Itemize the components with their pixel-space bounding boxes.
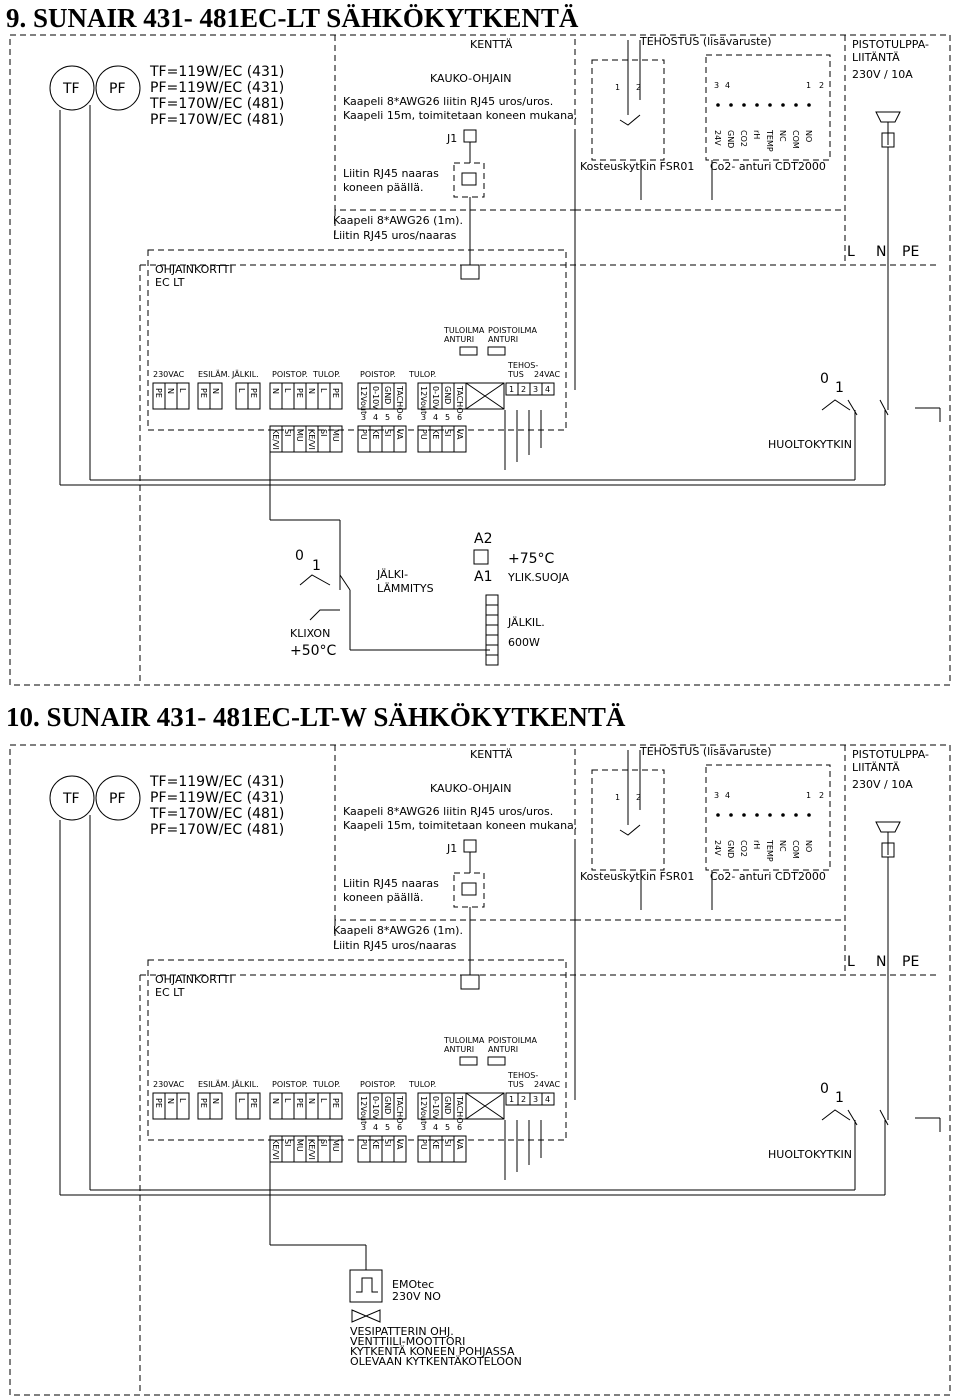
terminal-num: 3 [714, 791, 720, 800]
terminal-dot [794, 103, 798, 107]
wire-color-label: SI [283, 1139, 292, 1147]
liitin-note: Liitin RJ45 naaras [343, 167, 439, 180]
terminal-dot [807, 103, 811, 107]
terminal-num: 3 [361, 413, 367, 422]
terminal-block [282, 383, 294, 409]
wire-color-label: KE [371, 429, 380, 440]
wiring-diagram-9 [0, 30, 960, 690]
terminal-block [165, 1093, 177, 1119]
terminal-num: 1 [806, 81, 812, 90]
group-label: JÄLKIL. [232, 1080, 259, 1089]
sensor-label: TULOILMA [444, 326, 485, 335]
pe-terminal: PE [902, 244, 920, 260]
terminal-num: 4 [373, 413, 379, 422]
signal-label: 12Vout [359, 386, 368, 415]
wire-color-label: VA [455, 1139, 464, 1150]
fan-spec: PF=119W/EC (431) [150, 790, 285, 806]
terminal-num: 4 [433, 413, 439, 422]
terminal-label: PE [295, 388, 304, 398]
l-terminal: L [847, 244, 855, 260]
fan-spec: TF=119W/EC (431) [150, 64, 285, 80]
tf-label: TF [63, 81, 80, 97]
terminal-block [177, 383, 189, 409]
terminal-label: L [283, 388, 292, 393]
signal-label: TACHO [395, 386, 404, 414]
wire-color-label: PU [359, 1139, 368, 1150]
valve-icon [352, 1310, 380, 1322]
terminal-num: 5 [385, 413, 391, 422]
terminal-dot [794, 813, 798, 817]
co2-pin-label: rH [752, 130, 761, 140]
group-label: TULOP. [409, 1080, 437, 1089]
group-label: 230VAC [153, 1080, 185, 1089]
wire-color-label: SI [383, 1139, 392, 1147]
terminal-num: 4 [725, 791, 731, 800]
terminal-dot [781, 103, 785, 107]
rj45-socket [454, 163, 484, 197]
service-switch [880, 1110, 888, 1125]
emotec-label: EMOtec [392, 1278, 435, 1291]
sensor-label: ANTURI [488, 1045, 519, 1054]
cable-note: Liitin RJ45 uros/naaras [333, 229, 457, 242]
terminal-num: 3 [533, 1095, 539, 1104]
wire-color-label: MU [331, 429, 340, 442]
ohjainkortti-label: OHJAINKORTTI [155, 263, 233, 276]
cable-note: Liitin RJ45 uros/naaras [333, 939, 457, 952]
heater-power: 600W [508, 636, 540, 649]
section-title-10: 10. SUNAIR 431- 481EC-LT-W SÄHKÖKYTKENTÄ [6, 702, 626, 732]
pistotulppa-label: PISTOTULPPA- [852, 38, 929, 51]
terminal-block [306, 1093, 318, 1119]
terminal-num: 2 [636, 793, 642, 802]
wire-color-label: MU [295, 429, 304, 442]
rj45-socket-inner [462, 883, 476, 895]
terminal-num: 5 [445, 1123, 451, 1132]
signal-label: TACHO [455, 1096, 464, 1124]
fsr-label: Kosteuskytkin FSR01 [580, 870, 695, 883]
group-label: ESILÄM. [198, 370, 231, 379]
signal-label: TACHO [395, 1096, 404, 1124]
co2-pin-label: GND [726, 130, 735, 149]
switch-pos-1: 1 [835, 1090, 844, 1106]
terminal-block [270, 1093, 282, 1119]
poistoilma-connector [488, 347, 505, 355]
terminal-label: L [319, 388, 328, 393]
co2-pin-label: CO2 [739, 130, 748, 147]
signal-label: 0-10V [431, 1096, 440, 1120]
terminal-num: 3 [421, 413, 427, 422]
fsr-switch [620, 115, 640, 125]
ylikuumenemissuoja-label: YLIK.SUOJA [508, 571, 570, 584]
group-label: TULOP. [313, 370, 341, 379]
heater-switch [300, 575, 330, 585]
terminal-num: 2 [521, 385, 527, 394]
wire-color-label: KE/VI [307, 1139, 316, 1160]
wire-color-label: SI [283, 429, 292, 437]
sensor-label: ANTURI [444, 335, 475, 344]
terminal-label: PE [154, 1098, 163, 1108]
wiring-diagram-10 [0, 740, 960, 1400]
voltage-label: 230V / 10A [852, 778, 913, 791]
tehostus-label: TEHOSTUS (lisävaruste) [640, 745, 772, 758]
terminal-num: 2 [819, 791, 825, 800]
terminal-block [236, 383, 248, 409]
terminal-num: 3 [421, 1123, 427, 1132]
co2-pin-label: NC [778, 840, 787, 852]
cable-note: Kaapeli 15m, toimitetaan koneen mukana. [343, 819, 578, 832]
signal-label: GND [443, 1096, 452, 1115]
signal-label: GND [383, 386, 392, 405]
section-title-9: 9. SUNAIR 431- 481EC-LT SÄHKÖKYTKENTÄ [6, 3, 579, 33]
terminal-label: PE [199, 1098, 208, 1108]
wire-color-label: SI [319, 1139, 328, 1147]
jalkilammitin-label: JÄLKIL. [508, 616, 545, 629]
wire-color-label: KE/VI [307, 429, 316, 450]
j1-label: J1 [447, 132, 458, 145]
fan-spec: PF=170W/EC (481) [150, 112, 285, 128]
liitin-note: koneen päällä. [343, 181, 424, 194]
terminal-label: N [166, 388, 175, 394]
sensor-label: ANTURI [488, 335, 519, 344]
group-label: POISTOP. [360, 370, 396, 379]
ohjainkortti-label: EC LT [155, 986, 185, 999]
co2-pin-label: COM [791, 130, 800, 149]
terminal-num: 4 [373, 1123, 379, 1132]
terminal-num: 4 [433, 1123, 439, 1132]
rj45-socket-inner [462, 173, 476, 185]
terminal-dot [755, 103, 759, 107]
sensor-label: POISTOILMA [488, 1036, 537, 1045]
klixon-label: KLIXON [290, 627, 331, 640]
terminal-label: N [211, 388, 220, 394]
terminal-label: L [237, 388, 246, 393]
co2-pin-label: NC [778, 130, 787, 142]
co2-pin-label: rH [752, 840, 761, 850]
fan-spec: TF=119W/EC (431) [150, 774, 285, 790]
service-switch [848, 1110, 857, 1125]
terminal-num: 5 [385, 1123, 391, 1132]
tehostus-terminal-label: 24VAC [534, 1080, 561, 1089]
terminal-dot [781, 813, 785, 817]
signal-label: 12Vout [419, 1096, 428, 1125]
terminal-block [318, 383, 330, 409]
terminal-num: 1 [509, 385, 515, 394]
kauko-ohjain-label: KAUKO-OHJAIN [430, 72, 512, 85]
valve-actuator [350, 1270, 382, 1302]
co2-pin-label: NO [804, 840, 813, 853]
wire-color-label: PU [359, 429, 368, 440]
valve-note: KYTKENTÄ KONEEN POHJASSA [350, 1345, 515, 1358]
terminal-label: PE [199, 388, 208, 398]
kauko-ohjain-label: KAUKO-OHJAIN [430, 782, 512, 795]
service-switch [822, 400, 850, 410]
switch-pos-1: 1 [835, 380, 844, 396]
terminal-num: 3 [361, 1123, 367, 1132]
terminal-num: 2 [819, 81, 825, 90]
wire-color-label: KE [371, 1139, 380, 1150]
terminal-label: L [283, 1098, 292, 1103]
plug-icon [876, 112, 900, 122]
j1-connector [464, 130, 476, 142]
tehostus-label: TEHOSTUS (lisävaruste) [640, 35, 772, 48]
terminal-num: 6 [457, 1123, 463, 1132]
pe-terminal: PE [902, 954, 920, 970]
sensor-label: ANTURI [444, 1045, 475, 1054]
terminal-label: PE [249, 1098, 258, 1108]
terminal-num: 6 [397, 413, 403, 422]
co2-label: Co2- anturi CDT2000 [710, 160, 826, 173]
thermostat-box [474, 550, 488, 564]
wire-color-label: KE [431, 429, 440, 440]
switch-pos-0: 0 [820, 371, 829, 387]
switch-pos-0: 0 [295, 548, 304, 564]
pf-label: PF [109, 81, 126, 97]
tf-label: TF [63, 791, 80, 807]
wire-color-label: SI [319, 429, 328, 437]
wire-color-label: PU [419, 1139, 428, 1150]
signal-label: GND [383, 1096, 392, 1115]
tuloilma-connector [460, 347, 477, 355]
wire-color-label: MU [295, 1139, 304, 1152]
signal-label: 0-10V [371, 386, 380, 410]
signal-label: 12Vout [359, 1096, 368, 1125]
terminal-num: 1 [509, 1095, 515, 1104]
pistotulppa-label: LIITÄNTÄ [852, 761, 900, 774]
terminal-num: 4 [725, 81, 731, 90]
n-terminal: N [876, 954, 887, 970]
terminal-num: 4 [545, 1095, 551, 1104]
huoltokytkin-label: HUOLTOKYTKIN [768, 1148, 852, 1161]
cable-note: Kaapeli 8*AWG26 (1m). [333, 924, 463, 937]
terminal-block [210, 1093, 222, 1119]
wire-color-label: KE/VI [271, 1139, 280, 1160]
terminal-block [318, 1093, 330, 1119]
terminal-dot [755, 813, 759, 817]
switch-pos-0: 0 [820, 1081, 829, 1097]
terminal-label: L [178, 388, 187, 393]
fan-spec: PF=119W/EC (431) [150, 80, 285, 96]
wire-color-label: SI [443, 1139, 452, 1147]
cable-note: Kaapeli 8*AWG26 liitin RJ45 uros/uros. [343, 805, 554, 818]
terminal-label: N [271, 1098, 280, 1104]
group-label: POISTOP. [272, 370, 308, 379]
valve-note: OLEVAAN KYTKENTÄKOTELOON [350, 1355, 522, 1368]
terminal-dot [729, 813, 733, 817]
rj45-plug [461, 975, 479, 989]
group-label: JÄLKIL. [232, 370, 259, 379]
kentta-label: KENTTÄ [470, 748, 513, 761]
plug-icon [876, 822, 900, 832]
liitin-note: koneen päällä. [343, 891, 424, 904]
co2-label: Co2- anturi CDT2000 [710, 870, 826, 883]
terminal-num: 3 [533, 385, 539, 394]
terminal-num: 6 [397, 1123, 403, 1132]
voltage-label: 230V / 10A [852, 68, 913, 81]
wire-color-label: VA [395, 429, 404, 440]
l-terminal: L [847, 954, 855, 970]
klixon-temp: +50°C [290, 643, 337, 659]
ohjainkortti-label: OHJAINKORTTI [155, 973, 233, 986]
group-label: ESILÄM. [198, 1080, 231, 1089]
signal-label: TACHO [455, 386, 464, 414]
kentta-label: KENTTÄ [470, 38, 513, 51]
service-switch [880, 400, 888, 415]
signal-label: 12Vout [419, 386, 428, 415]
poistoilma-connector [488, 1057, 505, 1065]
terminal-dot [768, 813, 772, 817]
wire-color-label: VA [455, 429, 464, 440]
jalkilammitys-label: JÄLKI- [377, 568, 409, 581]
terminal-label: L [237, 1098, 246, 1103]
terminal-num: 1 [615, 83, 621, 92]
ohjainkortti-label: EC LT [155, 276, 185, 289]
terminal-block [306, 383, 318, 409]
fsr-switch [620, 825, 640, 835]
co2-pin-label: GND [726, 840, 735, 859]
wire-color-label: VA [395, 1139, 404, 1150]
terminal-dot [768, 103, 772, 107]
co2-pin-label: 24V [713, 130, 722, 146]
terminal-num: 4 [545, 385, 551, 394]
cable-note: Kaapeli 8*AWG26 liitin RJ45 uros/uros. [343, 95, 554, 108]
group-label: TULOP. [409, 370, 437, 379]
cable-note: Kaapeli 15m, toimitetaan koneen mukana. [343, 109, 578, 122]
terminal-dot [716, 103, 720, 107]
terminal-block [165, 383, 177, 409]
fan-spec: TF=170W/EC (481) [150, 806, 285, 822]
co2-pin-label: COM [791, 840, 800, 859]
actuator-symbol [356, 1278, 378, 1292]
pistotulppa-label: PISTOTULPPA- [852, 748, 929, 761]
terminal-block [270, 383, 282, 409]
terminal-label: L [319, 1098, 328, 1103]
signal-label: 0-10V [371, 1096, 380, 1120]
fan-spec: PF=170W/EC (481) [150, 822, 285, 838]
terminal-num: 1 [806, 791, 812, 800]
terminal-dot [742, 813, 746, 817]
service-switch [822, 1110, 850, 1120]
wire-color-label: MU [331, 1139, 340, 1152]
group-label: TULOP. [313, 1080, 341, 1089]
tehostus-terminal-label: 24VAC [534, 370, 561, 379]
terminal-label: N [271, 388, 280, 394]
fan-spec: TF=170W/EC (481) [150, 96, 285, 112]
tuloilma-connector [460, 1057, 477, 1065]
terminal-dot [742, 103, 746, 107]
wire-color-label: SI [383, 429, 392, 437]
tehostus-terminal-label: TUS [508, 1080, 524, 1089]
a1-terminal: A1 [474, 569, 493, 585]
terminal-num: 3 [714, 81, 720, 90]
wire-color-label: KE [431, 1139, 440, 1150]
wire-color-label: PU [419, 429, 428, 440]
wire-color-label: KE/VI [271, 429, 280, 450]
co2-pin-label: 24V [713, 840, 722, 856]
liitin-note: Liitin RJ45 naaras [343, 877, 439, 890]
j1-connector [464, 840, 476, 852]
valve-note: VESIPATTERIN OHJ. [350, 1325, 454, 1338]
klixon-switch [310, 610, 340, 620]
terminal-block [236, 1093, 248, 1119]
terminal-num: 5 [445, 413, 451, 422]
co2-pin-label: TEMP [765, 130, 774, 152]
terminal-num: 6 [457, 413, 463, 422]
terminal-label: N [166, 1098, 175, 1104]
cable-note: Kaapeli 8*AWG26 (1m). [333, 214, 463, 227]
heater-switch [340, 575, 350, 590]
valve-note: VENTTIILI-MOOTTORI [350, 1335, 466, 1348]
terminal-label: PE [331, 1098, 340, 1108]
a2-terminal: A2 [474, 531, 493, 547]
pf-label: PF [109, 791, 126, 807]
jalkilammitys-label: LÄMMITYS [377, 582, 434, 595]
tehostus-terminal-label: TEHOS- [508, 1071, 539, 1080]
terminal-label: N [307, 388, 316, 394]
terminal-label: L [178, 1098, 187, 1103]
terminal-label: PE [249, 388, 258, 398]
terminal-label: N [211, 1098, 220, 1104]
co2-pin-label: NO [804, 130, 813, 143]
signal-label: 0-10V [431, 386, 440, 410]
wire-color-label: SI [443, 429, 452, 437]
group-label: 230VAC [153, 370, 185, 379]
terminal-dot [716, 813, 720, 817]
terminal-label: PE [295, 1098, 304, 1108]
huoltokytkin-label: HUOLTOKYTKIN [768, 438, 852, 451]
pistotulppa-label: LIITÄNTÄ [852, 51, 900, 64]
terminal-block [210, 383, 222, 409]
emotec-label: 230V NO [392, 1290, 441, 1303]
terminal-label: PE [154, 388, 163, 398]
terminal-num: 2 [636, 83, 642, 92]
terminal-block [282, 1093, 294, 1119]
rj45-socket [454, 873, 484, 907]
overheat-temp: +75°C [508, 551, 555, 567]
j1-label: J1 [447, 842, 458, 855]
n-terminal: N [876, 244, 887, 260]
group-label: POISTOP. [272, 1080, 308, 1089]
terminal-block [177, 1093, 189, 1119]
terminal-num: 2 [521, 1095, 527, 1104]
terminal-label: N [307, 1098, 316, 1104]
co2-pin-label: TEMP [765, 840, 774, 862]
rj45-plug [461, 265, 479, 279]
sensor-label: POISTOILMA [488, 326, 537, 335]
co2-pin-label: CO2 [739, 840, 748, 857]
group-label: POISTOP. [360, 1080, 396, 1089]
sensor-label: TULOILMA [444, 1036, 485, 1045]
fsr-label: Kosteuskytkin FSR01 [580, 160, 695, 173]
terminal-dot [729, 103, 733, 107]
switch-pos-1: 1 [312, 558, 321, 574]
tehostus-terminal-label: TUS [508, 370, 524, 379]
tehostus-terminal-label: TEHOS- [508, 361, 539, 370]
signal-label: GND [443, 386, 452, 405]
terminal-label: PE [331, 388, 340, 398]
service-switch [848, 400, 857, 415]
terminal-num: 1 [615, 793, 621, 802]
terminal-dot [807, 813, 811, 817]
